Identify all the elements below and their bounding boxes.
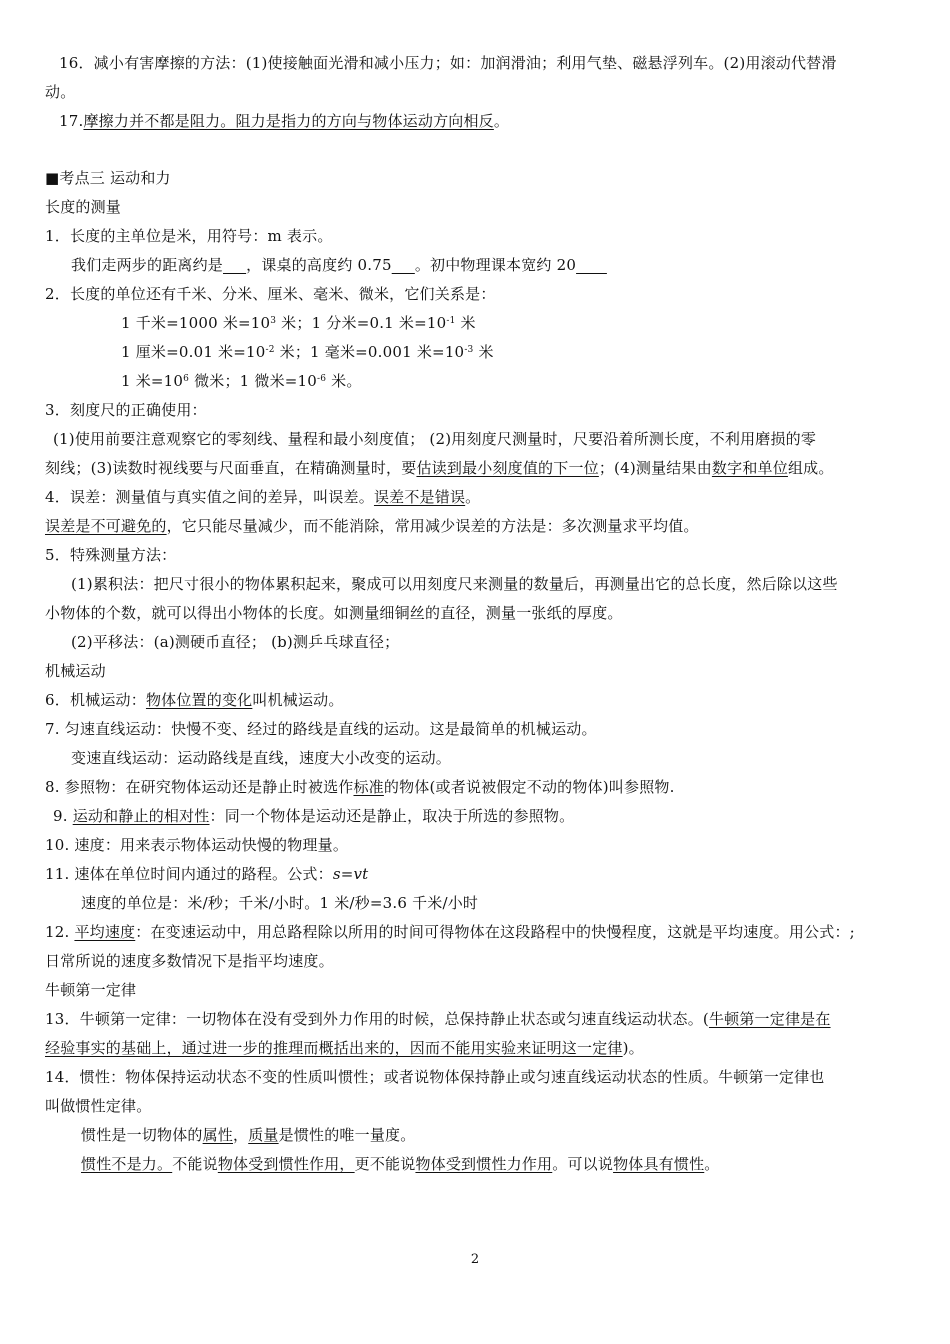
exponent: -3 xyxy=(464,345,474,355)
blank-2 xyxy=(392,256,415,274)
item-1-line1 xyxy=(45,223,907,252)
item-4-line2 xyxy=(45,513,907,542)
item-14-text-3a: 惯性是一切物体的 xyxy=(81,1126,203,1144)
unit-relation-row-3 xyxy=(45,368,907,397)
item-12-number: 12. xyxy=(45,923,75,941)
item-16-text-cont: 动。 xyxy=(45,83,76,101)
item-14-line1 xyxy=(45,1064,907,1093)
unit-relation-3c: 米。 xyxy=(326,372,362,390)
item-7-text-2: 变速直线运动：运动路线是直线，速度大小改变的运动。 xyxy=(71,749,452,767)
subheading-length xyxy=(45,194,907,223)
item-3-line2 xyxy=(45,426,907,455)
item-13-line2 xyxy=(45,1035,907,1064)
item-13-line1 xyxy=(45,1006,907,1035)
item-5-text-3: 小物体的个数，就可以得出小物体的长度。如测量细铜丝的直径，测量一张纸的厚度。 xyxy=(45,604,623,622)
unit-relation-1c: 米 xyxy=(455,314,476,332)
item-8-underlined: 标准 xyxy=(353,778,384,796)
item-12-line1 xyxy=(45,919,907,948)
subheading-newton xyxy=(45,977,907,1006)
item-1-blank-text-b: ，课桌的高度约 0.75 xyxy=(246,256,392,274)
item-16-line1 xyxy=(45,50,907,79)
item-6-end: 叫机械运动。 xyxy=(252,691,344,709)
item-17-underlined: 摩擦力并不都是阻力。阻力是指力的方向与物体运动方向相反 xyxy=(83,112,494,130)
item-9-number: 9. xyxy=(53,807,73,825)
item-4-text: 4．误差：测量值与真实值之间的差异，叫误差。 xyxy=(45,488,374,506)
item-5-text: 5．特殊测量方法： xyxy=(45,546,177,564)
subheading-motion-text: 机械运动 xyxy=(45,662,106,680)
item-14-text-4a: 不能说 xyxy=(172,1155,218,1173)
item-1-line2 xyxy=(45,252,907,281)
exponent: 3 xyxy=(270,316,277,326)
blank-1 xyxy=(223,256,246,274)
item-14-underlined-5: 物体受到惯性力作用 xyxy=(415,1155,553,1173)
item-13-underlined: 牛顿第一定律是在 xyxy=(708,1010,831,1028)
item-11-text: 11. 速体在单位时间内通过的路程。公式： xyxy=(45,865,333,883)
item-12-underlined: 平均速度 xyxy=(74,923,136,941)
section-title xyxy=(45,165,907,194)
item-12-text-2: 日常所说的速度多数情况下是指平均速度。 xyxy=(45,952,334,970)
item-14-line4 xyxy=(45,1151,907,1180)
item-2-line1 xyxy=(45,281,907,310)
item-14-underlined-3: 惯性不是力。 xyxy=(81,1155,173,1173)
item-16-line2 xyxy=(45,79,907,108)
item-7-line2 xyxy=(45,745,907,774)
item-3-underlined-2: 数字和单位 xyxy=(711,459,788,477)
exponent: -6 xyxy=(317,374,327,384)
item-14-text-4c: 。可以说 xyxy=(552,1155,614,1173)
item-14-underlined-6: 物体具有惯性 xyxy=(613,1155,705,1173)
item-4-underlined: 误差不是错误 xyxy=(373,488,466,506)
item-1-blank-text-c: 。初中物理课本宽约 20 xyxy=(414,256,577,274)
item-6-text: 6．机械运动： xyxy=(45,691,146,709)
unit-relation-1b: 米；1 分米=0.1 米=10 xyxy=(276,314,447,332)
item-4-text-2: ，它只能尽量减少，而不能消除，常用减少误差的方法是：多次测量求平均值。 xyxy=(166,517,699,535)
item-11-text-2: 速度的单位是：米/秒；千米/小时。1 米/秒=3.6 千米/小时 xyxy=(81,894,479,912)
item-5-line3 xyxy=(45,600,907,629)
item-17-number: 17. xyxy=(59,112,84,130)
item-12-text: ：在变速运动中，用总路程除以所用的时间可得物体在这段路程中的快慢程度，这就是平均速度。用公式：; xyxy=(135,923,855,941)
item-14-line3 xyxy=(45,1122,907,1151)
item-9-text: ：同一个物体是运动还是静止，取决于所选的参照物。 xyxy=(209,807,575,825)
item-11-line2 xyxy=(45,890,907,919)
unit-relation-row-2 xyxy=(45,339,907,368)
item-14-end: 。 xyxy=(704,1155,720,1173)
item-14-underlined-4: 物体受到惯性作用， xyxy=(217,1155,355,1173)
item-13-text: 13．牛顿第一定律：一切物体在没有受到外力作用的时候，总保持静止状态或匀速直线运动状态。( xyxy=(45,1010,709,1028)
unit-relation-2a: 1 厘米=0.01 米=10 xyxy=(121,343,266,361)
item-1-blank-text-a: 我们走两步的距离约是 xyxy=(71,256,224,274)
subheading-motion xyxy=(45,658,907,687)
item-13-underlined-2: 经验事实的基础上，通过进一步的推理而概括出来的，因而不能用实验来证明这一定律 xyxy=(45,1039,623,1057)
item-16-text: 16．减小有害摩擦的方法：(1)使接触面光滑和减小压力；如：加润滑油；利用气垫、磁悬浮列车。(2)用滚动代替滑 xyxy=(59,54,837,72)
item-14-text-3c: 是惯性的唯一量度。 xyxy=(278,1126,416,1144)
item-6-underlined: 物体位置的变化 xyxy=(145,691,253,709)
item-8-text: 8. 参照物：在研究物体运动还是静止时被选作 xyxy=(45,778,354,796)
subheading-length-text: 长度的测量 xyxy=(45,198,122,216)
unit-relation-2b: 米；1 毫米=0.001 米=10 xyxy=(274,343,465,361)
item-14-underlined-1: 属性 xyxy=(202,1126,234,1144)
item-7-text: 7. 匀速直线运动：快慢不变、经过的路线是直线的运动。这是最简单的机械运动。 xyxy=(45,720,597,738)
document-page xyxy=(45,50,907,1180)
section-title-text: ■考点三 运动和力 xyxy=(45,169,171,187)
unit-relation-3b: 微米；1 微米=10 xyxy=(189,372,318,390)
item-10 xyxy=(45,832,907,861)
item-4-end: 。 xyxy=(465,488,481,506)
item-2-text: 2．长度的单位还有千米、分米、厘米、毫米、微米，它们关系是： xyxy=(45,285,496,303)
item-7-line1 xyxy=(45,716,907,745)
item-14-text-3b: ， xyxy=(233,1126,249,1144)
item-14-text-4b: 更不能说 xyxy=(354,1155,416,1173)
unit-relation-1a: 1 千米=1000 米=10 xyxy=(121,314,271,332)
blank-3 xyxy=(576,256,607,274)
item-5-text-2: (1)累积法：把尺寸很小的物体累积起来，聚成可以用刻度尺来测量的数量后，再测量出它的总长度，然后除以这些 xyxy=(71,575,838,593)
item-6 xyxy=(45,687,907,716)
item-17-end: 。 xyxy=(493,112,510,130)
item-3-text-3b: ；(4)测量结果由 xyxy=(598,459,712,477)
item-3-text: 3．刻度尺的正确使用： xyxy=(45,401,207,419)
item-3-line3 xyxy=(45,455,907,484)
item-9-underlined: 运动和静止的相对性 xyxy=(72,807,210,825)
item-12-line2 xyxy=(45,948,907,977)
item-5-line1 xyxy=(45,542,907,571)
item-13-end: )。 xyxy=(622,1039,644,1057)
item-14-underlined-2: 质量 xyxy=(248,1126,279,1144)
unit-relation-2c: 米 xyxy=(473,343,494,361)
item-17 xyxy=(45,108,907,137)
item-5-line4 xyxy=(45,629,907,658)
item-14-text-2: 叫做惯性定律。 xyxy=(45,1097,152,1115)
item-1-text: 1．长度的主单位是米，用符号：m 表示。 xyxy=(45,227,333,245)
item-11-line1 xyxy=(45,861,907,890)
unit-relation-row-1 xyxy=(45,310,907,339)
exponent: -1 xyxy=(446,316,456,326)
unit-relation-3a: 1 米=10 xyxy=(121,372,184,390)
exponent: -2 xyxy=(265,345,275,355)
item-8-end: 的物体(或者说被假定不动的物体)叫参照物. xyxy=(383,778,675,796)
item-8 xyxy=(45,774,907,803)
item-3-text-2: (1)使用前要注意观察它的零刻线、量程和最小刻度值； (2)用刻度尺测量时，尺要沿着所测长度，不利用磨损的零 xyxy=(53,430,817,448)
item-3-underlined-1: 估读到最小刻度值的下一位 xyxy=(416,459,599,477)
subheading-newton-text: 牛顿第一定律 xyxy=(45,981,137,999)
item-10-text: 10. 速度：用来表示物体运动快慢的物理量。 xyxy=(45,836,349,854)
item-3-text-3a: 刻线；(3)读数时视线要与尺面垂直，在精确测量时，要 xyxy=(45,459,417,477)
item-3-line1 xyxy=(45,397,907,426)
item-4-line1 xyxy=(45,484,907,513)
item-4-underlined-2: 误差是不可避免的 xyxy=(45,517,167,535)
exponent: 6 xyxy=(183,374,190,384)
item-9 xyxy=(45,803,907,832)
item-14-text: 14．惯性：物体保持运动状态不变的性质叫惯性；或者说物体保持静止或匀速直线运动状态的性质。牛顿第一定律也 xyxy=(45,1068,825,1086)
item-5-text-4: (2)平移法：(a)测硬币直径； (b)测乒乓球直径； xyxy=(71,633,400,651)
item-3-text-3c: 组成。 xyxy=(787,459,834,477)
speed-formula: s=vt xyxy=(332,865,369,883)
item-5-line2 xyxy=(45,571,907,600)
page-number: 2 xyxy=(470,1252,480,1267)
item-14-line2 xyxy=(45,1093,907,1122)
